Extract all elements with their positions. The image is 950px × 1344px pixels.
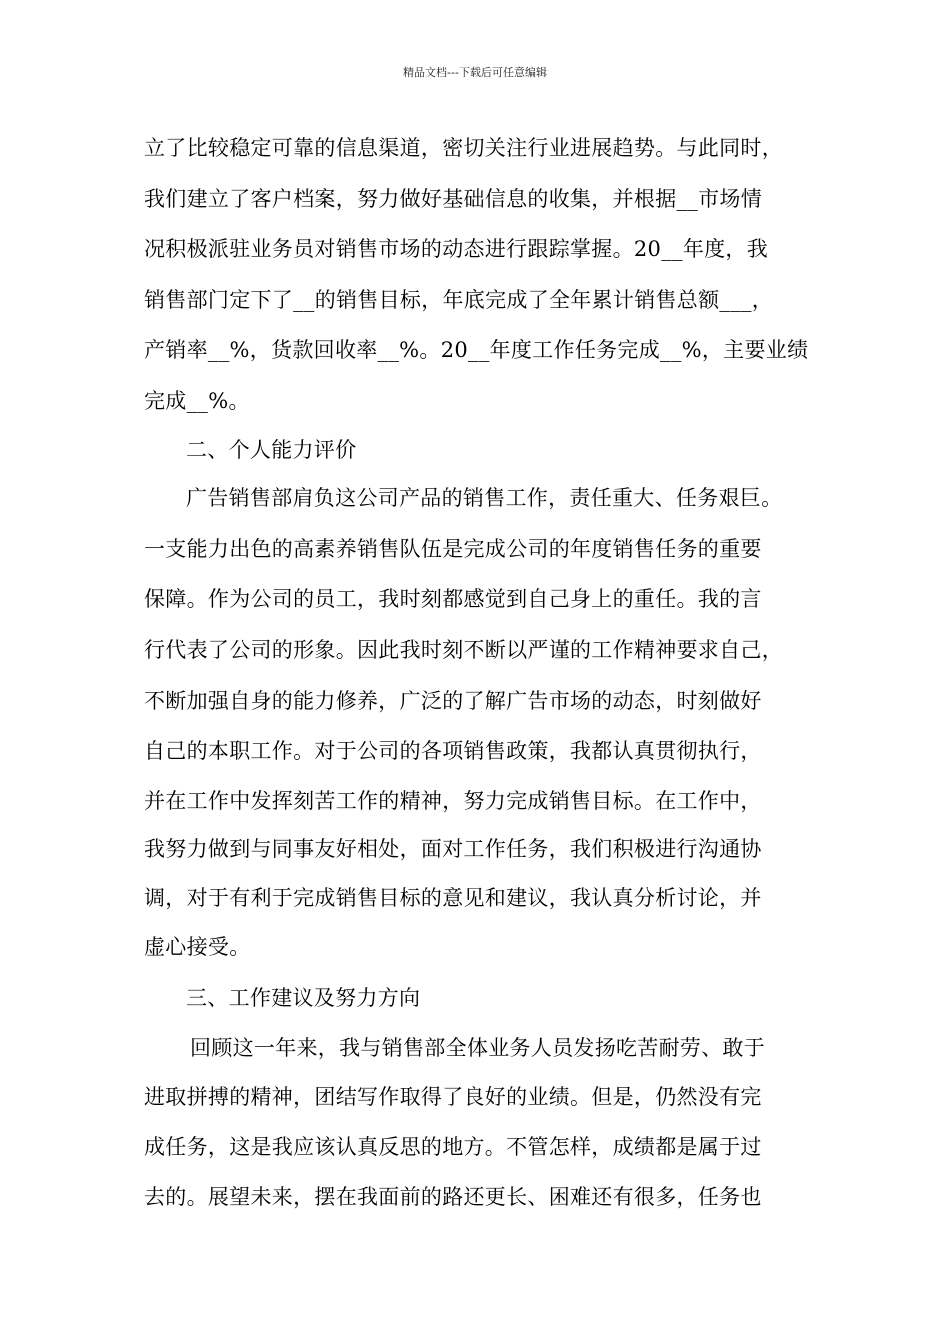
text-line: 虚心接受。 [144, 935, 251, 959]
paragraph-first-line: 回顾这一年来，我与销售部全体业务人员发扬吃苦耐劳、敢于 [190, 1036, 766, 1060]
text-line: 进取拼搏的精神，团结写作取得了良好的业绩。但是，仍然没有完 [144, 1085, 762, 1109]
text-line: 销售部门定下了__的销售目标，年底完成了全年累计销售总额___， [144, 288, 774, 312]
text-line: 自己的本职工作。对于公司的各项销售政策，我都认真贯彻执行， [144, 739, 762, 763]
text-line: 产销率__%，货款回收率__%。20__年度工作任务完成__%，主要业绩 [144, 338, 809, 362]
text-line: 去的。展望未来，摆在我面前的路还更长、困难还有很多，任务也 [144, 1185, 762, 1209]
text-line: 并在工作中发挥刻苦工作的精神，努力完成销售目标。在工作中， [144, 789, 762, 813]
text-line: 不断加强自身的能力修养，广泛的了解广告市场的动态，时刻做好 [144, 689, 762, 713]
text-line: 况积极派驻业务员对销售市场的动态进行跟踪掌握。20__年度，我 [144, 237, 769, 261]
text-line: 完成__%。 [144, 389, 250, 413]
text-line: 行代表了公司的形象。因此我时刻不断以严谨的工作精神要求自己， [144, 638, 783, 662]
text-line: 保障。作为公司的员工，我时刻都感觉到自己身上的重任。我的言 [144, 587, 762, 611]
text-line: 我们建立了客户档案，努力做好基础信息的收集，并根据__市场情 [144, 187, 762, 211]
text-line: 一支能力出色的高素养销售队伍是完成公司的年度销售任务的重要 [144, 537, 762, 561]
section-heading: 三、工作建议及努力方向 [186, 986, 421, 1010]
text-line: 立了比较稳定可靠的信息渠道，密切关注行业进展趋势。与此同时， [144, 136, 783, 160]
paragraph-first-line: 广告销售部肩负这公司产品的销售工作，责任重大、任务艰巨。 [186, 486, 783, 510]
text-line: 我努力做到与同事友好相处，面对工作任务，我们积极进行沟通协 [144, 837, 762, 861]
text-line: 成任务，这是我应该认真反思的地方。不管怎样，成绩都是属于过 [144, 1135, 762, 1159]
section-heading: 二、个人能力评价 [186, 438, 357, 462]
text-line: 调，对于有利于完成销售目标的意见和建议，我认真分析讨论，并 [144, 886, 762, 910]
page-header: 精品文档---下载后可任意编辑 [403, 66, 547, 79]
